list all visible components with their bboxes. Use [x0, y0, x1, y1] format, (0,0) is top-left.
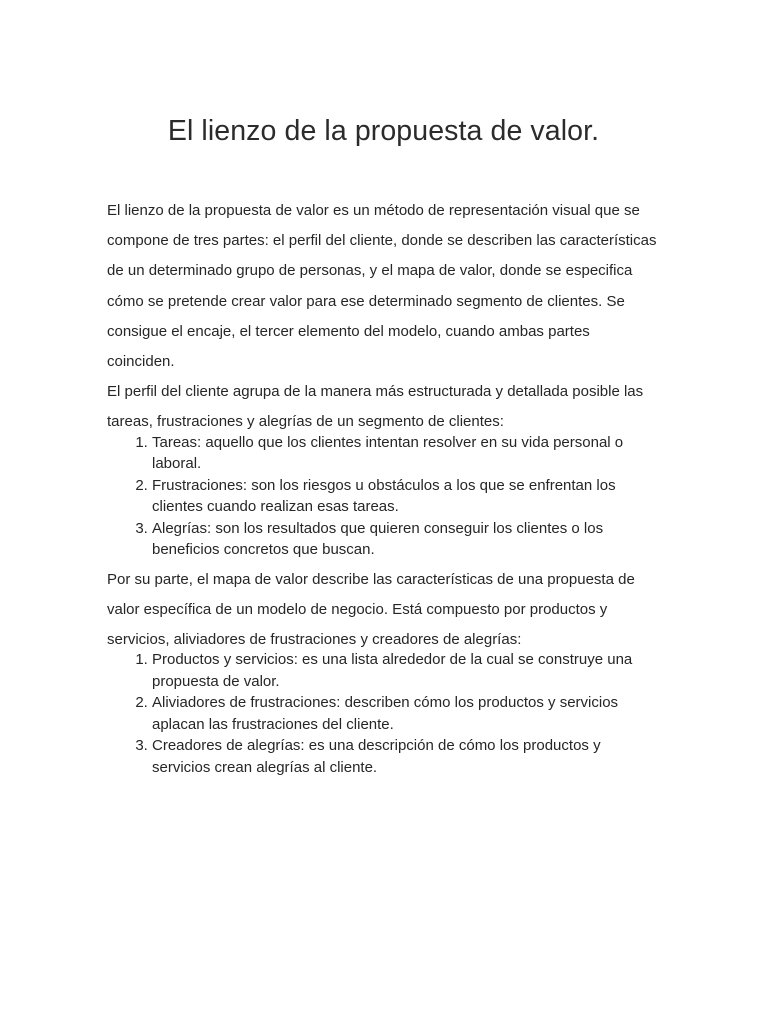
customer-profile-paragraph: El perfil del cliente agrupa de la manera más estructurada y detallada posible las tareas, frustraciones y alegrías de un segmento de clientes: [107, 383, 644, 431]
customer-profile-list [107, 432, 660, 561]
list-item: 2. Aliviadores de frustraciones: describen cómo los productos y servicios aplacan las frustraciones del cliente. [152, 692, 660, 735]
document-body [107, 196, 660, 778]
value-map-paragraph: Por su parte, el mapa de valor describe las características de una propuesta de valor específica de un modelo de negocio. Está compuesto por productos y servicios, aliviadores de frustraciones y creadores de alegrías: [107, 570, 635, 649]
document-title: El lienzo de la propuesta de valor. [167, 115, 600, 147]
value-map-list [107, 649, 660, 778]
list-item: 3. Creadores de alegrías: es una descripción de cómo los productos y servicios crean alegrías al cliente. [152, 735, 660, 778]
intro-paragraph: El lienzo de la propuesta de valor es un método de representación visual que se compone de tres partes: el perfil del cliente, donde se describen las características de un determinado grupo de personas, y el mapa de valor, donde se especifica cómo se pretende crear valor para ese determinado segmento de clientes. Se consigue el encaje, el tercer elemento del modelo, cuando ambas partes coinciden. [107, 202, 657, 371]
list-item: 1. Tareas: aquello que los clientes intentan resolver en su vida personal o laboral. [152, 432, 660, 475]
list-item: 1. Productos y servicios: es una lista alrededor de la cual se construye una propuesta de valor. [152, 649, 660, 692]
list-item: 3. Alegrías: son los resultados que quieren conseguir los clientes o los beneficios concretos que buscan. [152, 518, 660, 561]
list-item: 2. Frustraciones: son los riesgos u obstáculos a los que se enfrentan los clientes cuando realizan esas tareas. [152, 475, 660, 518]
